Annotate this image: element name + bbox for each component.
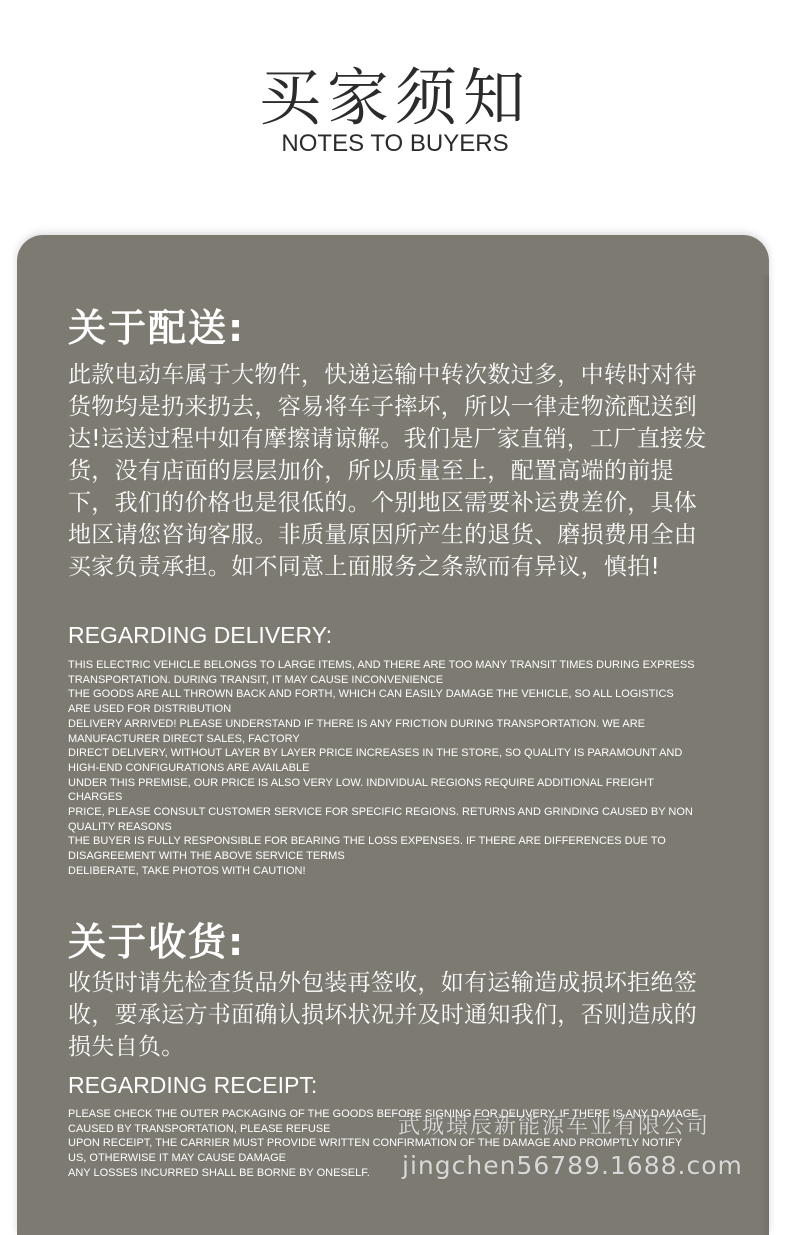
delivery-body-en-line: DELIVERY ARRIVED! PLEASE UNDERSTAND IF THERE IS ANY FRICTION DURING TRANSPORTATION. WE ARE [68, 717, 646, 730]
watermark-site: jingchen56789.1688.com [402, 1151, 743, 1180]
delivery-body-en-line: DELIBERATE, TAKE PHOTOS WITH CAUTION! [68, 864, 306, 877]
delivery-heading-cn: 关于配送: [68, 306, 246, 350]
page-header [0, 0, 790, 230]
notes-card [17, 235, 769, 1235]
delivery-heading-en: REGARDING DELIVERY: [68, 622, 333, 648]
delivery-body-en-line: PRICE, PLEASE CONSULT CUSTOMER SERVICE FOR SPECIFIC REGIONS. RETURNS AND GRINDING CAUSED BY NON [68, 806, 693, 819]
delivery-body-en-line: UNDER THIS PREMISE, OUR PRICE IS ALSO VERY LOW. INDIVIDUAL REGIONS REQUIRE ADDITIONAL FREIGHT [68, 776, 654, 789]
delivery-body-en [68, 658, 743, 879]
delivery-body-cn: 此款电动车属于大物件，快递运输中转次数过多，中转时对待货物均是扔来扔去，容易将车子摔坏，所以一律走物流配送到达!运送过程中如有摩擦请谅解。我们是厂家直销，工厂直接发货，没有店面的层层加价，所以质量至上，配置高端的前提下，我们的价格也是很低的。个别地区需要补运费差价，具体地区请您咨询客服。非质量原因所产生的退货、磨损费用全由买家负责承担。如不同意上面服务之条款而有异议，慎拍! [68, 362, 707, 580]
delivery-body-en-line: TRANSPORTATION. DURING TRANSIT, IT MAY CAUSE INCONVENIENCE [68, 673, 444, 686]
page-title-cn: 买家须知 [258, 61, 531, 134]
receipt-body-en-line: ANY LOSSES INCURRED SHALL BE BORNE BY ONESELF. [68, 1166, 370, 1179]
delivery-body-en-line: ARE USED FOR DISTRIBUTION [68, 703, 232, 716]
page-title-en: NOTES TO BUYERS [281, 130, 509, 157]
delivery-body-en-line: THE BUYER IS FULLY RESPONSIBLE FOR BEARING THE LOSS EXPENSES. IF THERE ARE DIFFERENCES DUE TO [68, 835, 666, 848]
delivery-body-en-line: QUALITY REASONS [68, 820, 172, 833]
receipt-body-cn: 收货时请先检查货品外包装再签收，如有运输造成损坏拒绝签收，要承运方书面确认损坏状况并及时通知我们，否则造成的损失自负。 [68, 970, 698, 1060]
delivery-body-en-line: THE GOODS ARE ALL THROWN BACK AND FORTH, WHICH CAN EASILY DAMAGE THE VEHICLE, SO ALL LOGISTICS [68, 688, 674, 701]
receipt-heading-cn: 关于收货: [68, 920, 246, 964]
receipt-heading-en: REGARDING RECEIPT: [68, 1072, 318, 1098]
receipt-body-en-line: PLEASE CHECK THE OUTER PACKAGING OF THE GOODS BEFORE SIGNING FOR DELIVERY. IF THERE IS ANY DAMAGE [68, 1108, 699, 1120]
receipt-body-en-line: CAUSED BY TRANSPORTATION, PLEASE REFUSE [68, 1122, 331, 1135]
delivery-body-en-line: DIRECT DELIVERY, WITHOUT LAYER BY LAYER PRICE INCREASES IN THE STORE, SO QUALITY IS PARAMOUNT AND [68, 747, 683, 760]
delivery-body-en-line: DISAGREEMENT WITH THE ABOVE SERVICE TERMS [68, 850, 345, 863]
delivery-body-en-line: CHARGES [68, 791, 123, 804]
delivery-body-en-line: HIGH-END CONFIGURATIONS ARE AVAILABLE [68, 761, 310, 774]
receipt-body-en-line: US, OTHERWISE IT MAY CAUSE DAMAGE [68, 1152, 287, 1165]
receipt-body-en-line: UPON RECEIPT, THE CARRIER MUST PROVIDE WRITTEN CONFIRMATION OF THE DAMAGE AND PROMPTLY NOTIFY [68, 1137, 683, 1150]
watermark-company: 武城璟辰新能源车业有限公司 [398, 1114, 711, 1139]
delivery-body-en-line: MANUFACTURER DIRECT SALES, FACTORY [68, 732, 300, 745]
delivery-body-en-line: THIS ELECTRIC VEHICLE BELONGS TO LARGE ITEMS, AND THERE ARE TOO MANY TRANSIT TIMES DURING EXPRESS [68, 659, 695, 671]
